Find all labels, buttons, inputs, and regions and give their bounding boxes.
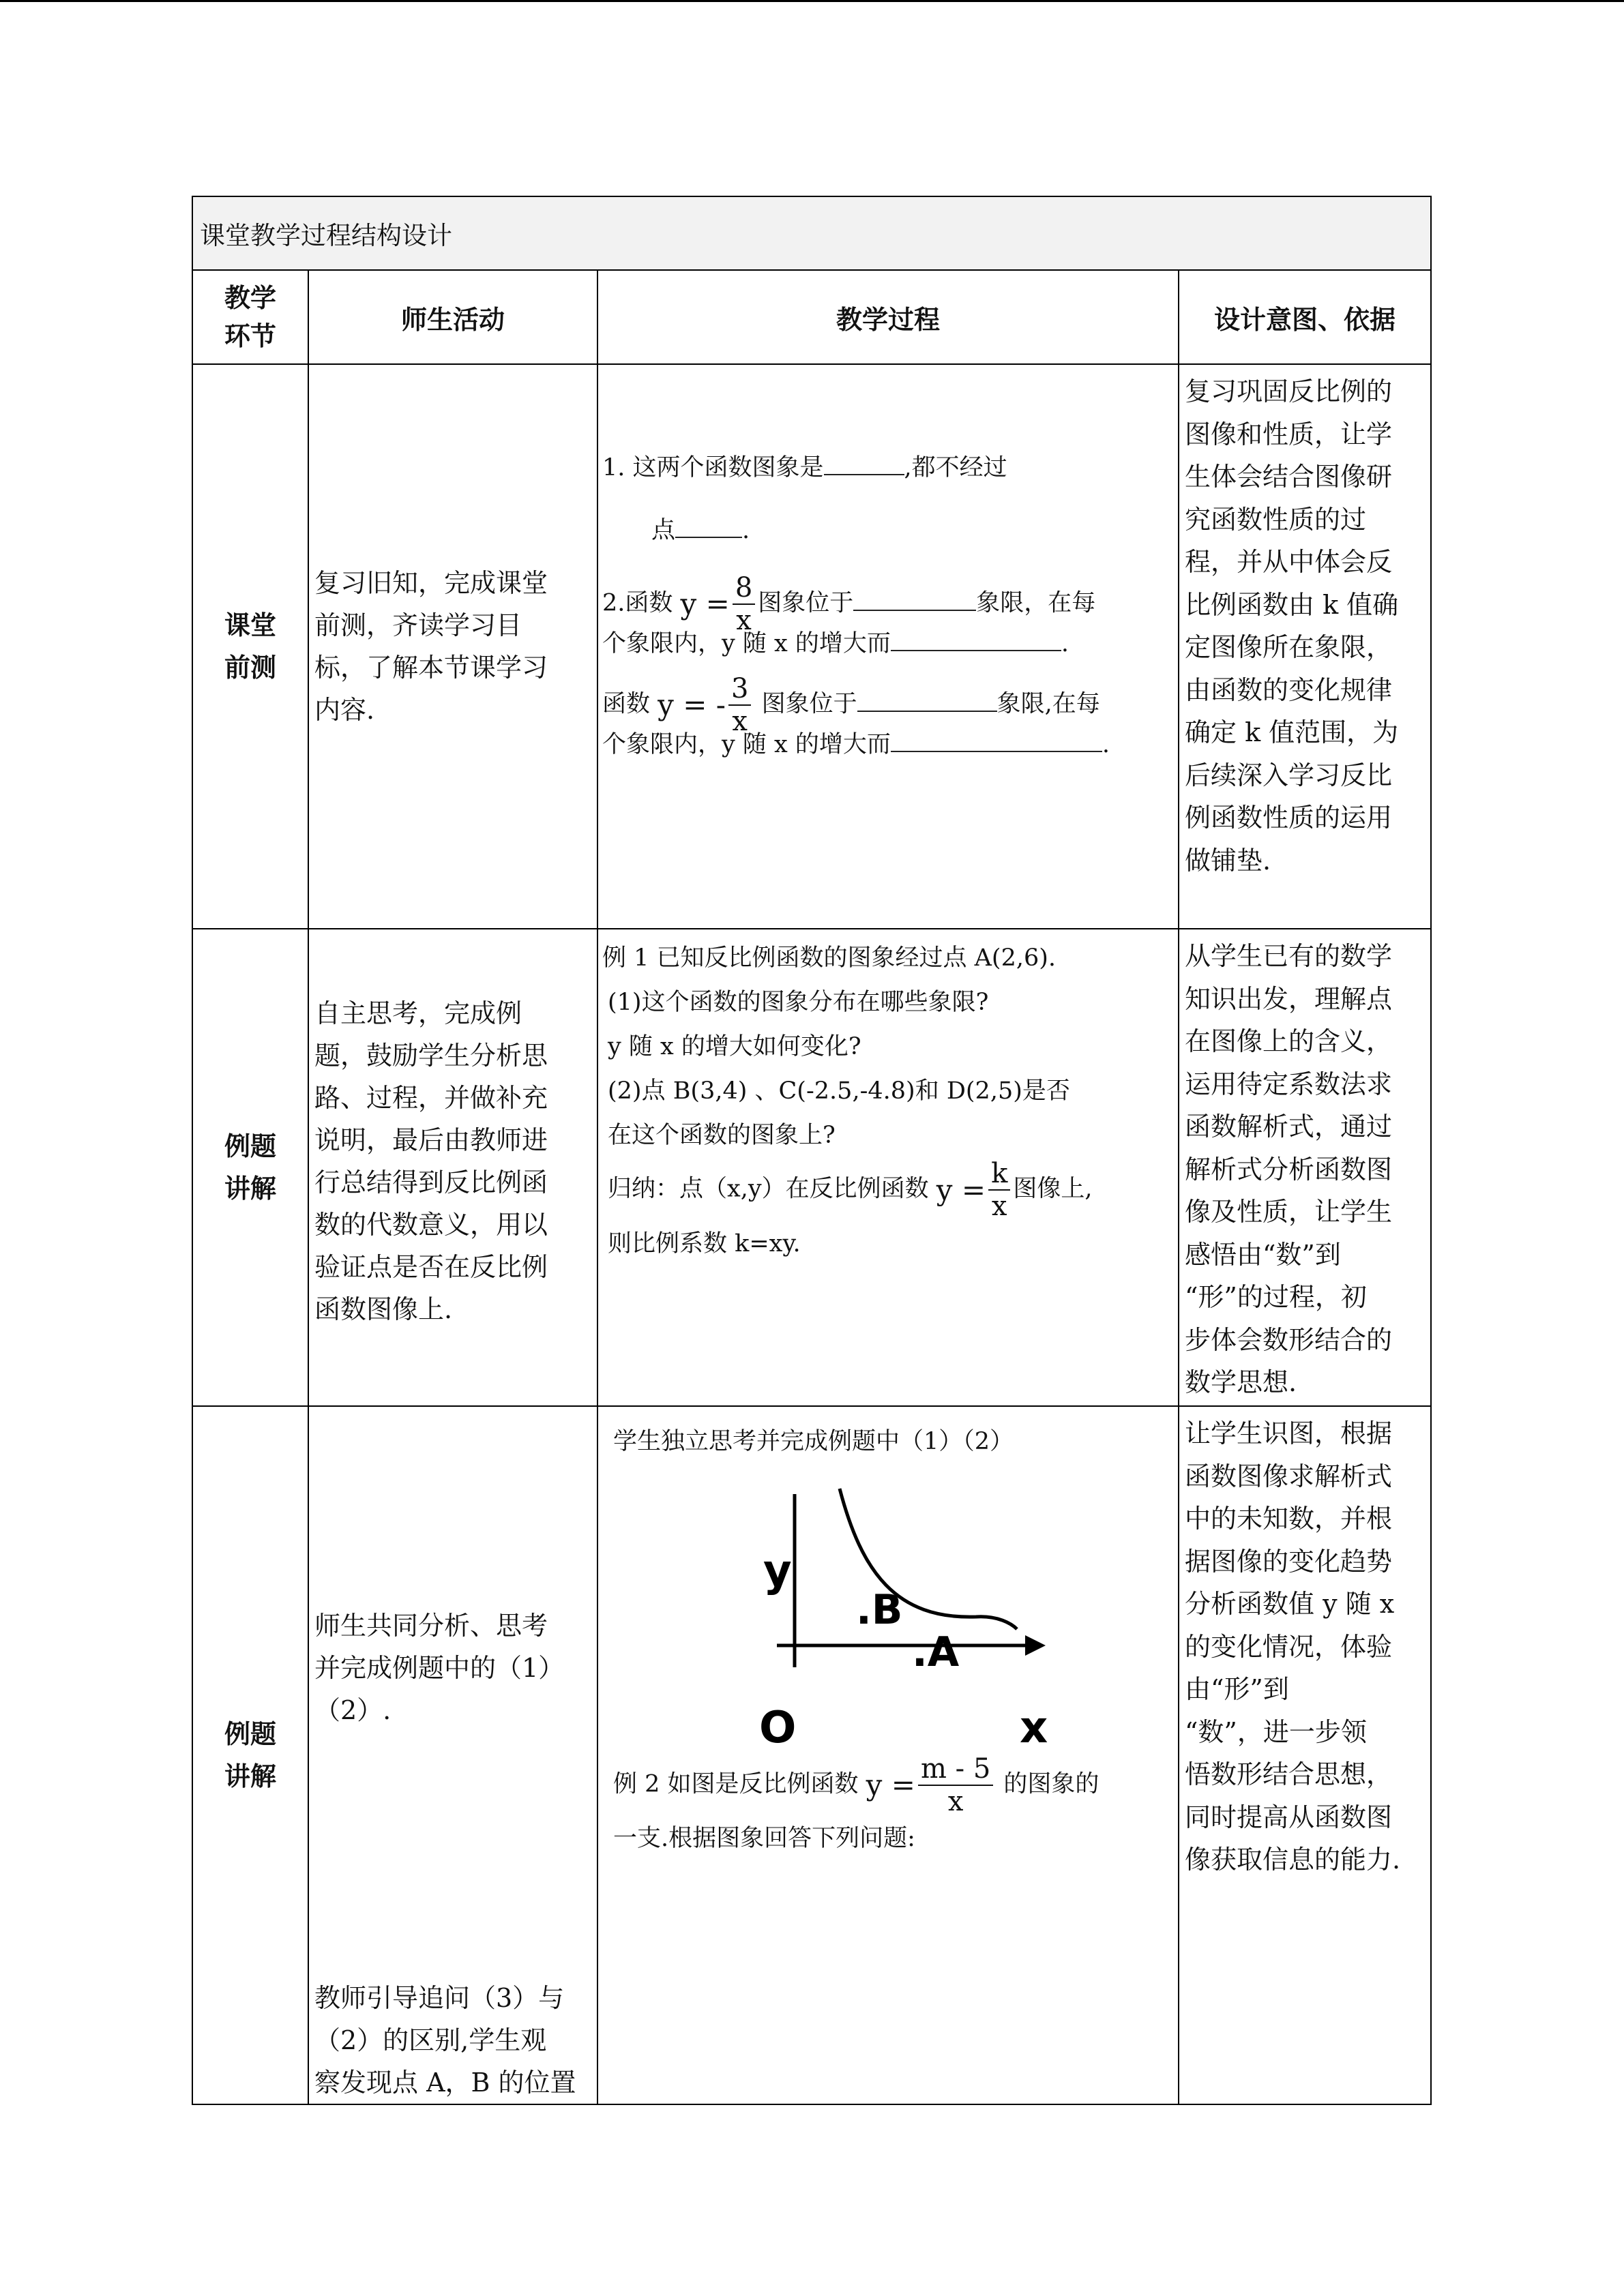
activity-example-1 [308,929,597,1406]
example-text: 例 1 已知反比例函数的图象经过点 A(2,6). [602,944,1057,972]
numerator: 8 [733,572,755,605]
denominator: x [736,605,752,636]
equation-lhs: y = - [658,688,726,721]
intent-line: 解析式分析函数图 [1185,1154,1393,1184]
activity-line: 行总结得到反比例函 [314,1167,548,1197]
q2-text: 2.函数 [602,589,673,617]
answer-blank [857,683,997,712]
question-2-cont [602,623,1174,665]
q3-text: 图象位于 [761,690,857,718]
example-text: 图像上, [1013,1175,1093,1203]
origin-label: O [759,1703,797,1749]
example-text: 例 2 如图是反比例函数 [613,1770,859,1798]
question-1 [602,372,1174,509]
intent-line: 函数解析式，通过 [1185,1112,1393,1142]
example-text: (1)这个函数的图象分布在哪些象限? [608,989,989,1016]
header-stage-line1: 教学 [224,283,276,313]
equation-lhs: y = [680,587,730,621]
activity-pretest [308,364,597,929]
x-axis-label: x [1020,1703,1048,1749]
intent-line: 感悟由“数”到 [1185,1239,1341,1270]
intent-line: 比例函数由 k 值确 [1185,589,1399,620]
intent-line: 从学生已有的数学 [1185,941,1393,971]
q2-text: 象限，在每 [976,589,1096,617]
page-top-border [0,0,1624,2]
answer-blank [675,509,742,538]
stage-example-2 [192,1406,308,2104]
q3-text: 象限,在每 [996,690,1100,718]
y-axis-label: y [763,1546,792,1596]
header-stage [192,270,308,364]
q1-text: 点 [651,517,676,544]
row-example-2 [192,1406,1431,2104]
intent-line: 在图像上的含义， [1185,1026,1393,1056]
inverse-function-graph [602,1463,1175,1749]
activity-line: 前测，齐读学习目 [314,610,522,640]
example-2-line [602,1753,1174,1817]
stage-example-line2: 讲解 [224,1761,276,1791]
intent-line: 运用待定系数法求 [1185,1069,1393,1099]
activity-line: 题，鼓励学生分析思 [314,1041,548,1071]
example-text: 学生独立思考并完成例题中（1）（2） [613,1428,1014,1455]
q3-text: 个象限内，y 随 x 的增大而 [602,731,891,758]
stage-pretest-line2: 前测 [224,653,276,683]
header-row [192,270,1431,364]
process-example-1 [597,929,1179,1406]
intent-pretest [1179,364,1431,929]
intent-line: 定图像所在象限， [1185,632,1393,662]
intent-line: “数”，进一步领 [1185,1716,1367,1747]
intent-line: 的变化情况，体验 [1185,1631,1393,1662]
activity-line: 内容. [314,695,375,725]
activity-line: 函数图像上. [314,1294,453,1324]
activity-line: 师生共同分析、思考 [314,1611,548,1641]
header-intent: 设计意图、依据 [1179,270,1431,364]
intent-line: 步体会数形结合的 [1185,1324,1393,1355]
process-pretest [597,364,1179,929]
answer-blank [853,582,976,611]
intent-line: 做铺垫. [1185,845,1271,876]
title-row [192,196,1431,270]
q2-text: . [1061,630,1069,657]
equation-lhs: y = [866,1768,915,1802]
numerator: m - 5 [918,1753,993,1786]
numerator: 3 [728,673,751,706]
row-pretest [192,364,1431,929]
point-b-label: .B [856,1586,903,1634]
fraction-k-over-x [988,1158,1010,1222]
activity-line: 察发现点 A，B 的位置 [314,2068,576,2098]
q1-text: 1. 这两个函数图象是 [602,454,824,481]
intent-line: 生体会结合图像研 [1185,462,1393,492]
example-text: 在这个函数的图象上? [608,1122,836,1149]
activity-line: 复习旧知，完成课堂 [314,568,548,598]
numerator: k [988,1158,1010,1191]
equation-lhs: y = [936,1173,986,1207]
row-example-1 [192,929,1431,1406]
intent-example-1 [1179,929,1431,1406]
intent-line: 由“形”到 [1185,1674,1289,1704]
header-stage-line2: 环节 [224,321,276,351]
intent-line: 据图像的变化趋势 [1185,1546,1393,1577]
intent-line: “形”的过程，初 [1185,1282,1367,1312]
q2-text: 个象限内，y 随 x 的增大而 [602,630,891,657]
answer-blank [891,724,1102,752]
activity-example-2 [308,1406,597,2104]
activity-line: （2）的区别,学生观 [314,2025,547,2055]
example-text: y 随 x 的增大如何变化? [608,1033,861,1060]
stage-example-1 [192,929,308,1406]
activity-line: 自主思考，完成例 [314,998,522,1028]
question-3 [602,673,1174,737]
activity-line: 标，了解本节课学习 [314,653,548,683]
activity-line: 数的代数意义，用以 [314,1210,548,1240]
stage-pretest-line1: 课堂 [224,610,276,640]
intent-line: 数学思想. [1185,1367,1297,1397]
intent-line: 知识出发，理解点 [1185,983,1393,1014]
summary-line [602,1158,1174,1222]
q1-text: ,都不经过 [904,454,1007,481]
intent-line: 像及性质，让学生 [1185,1197,1393,1227]
example-text: (2)点 B(3,4) 、C(-2.5,-4.8)和 D(2,5)是否 [608,1077,1070,1105]
intent-line: 让学生识图，根据 [1185,1418,1393,1448]
q2-text: 图象位于 [758,589,854,617]
lesson-structure-table [192,196,1432,2105]
intent-line: 例函数性质的运用 [1185,803,1393,833]
answer-blank [824,447,904,475]
intent-line: 复习巩固反比例的 [1185,376,1393,406]
intent-line: 中的未知数，并根 [1185,1504,1393,1534]
q1-text: . [742,517,750,544]
intent-line: 像获取信息的能力. [1185,1845,1401,1875]
intent-line: 后续深入学习反比 [1185,760,1393,790]
stage-example-line1: 例题 [224,1131,276,1161]
example-text: 归纳：点（x,y）在反比例函数 [608,1175,929,1203]
activity-line: 说明，最后由教师进 [314,1125,548,1155]
denominator: x [991,1191,1007,1222]
intent-line: 图像和性质，让学 [1185,419,1393,449]
example-text: 一支.根据图象回答下列问题: [613,1825,915,1852]
example-text: 则比例系数 k=xy. [608,1230,801,1257]
header-activity: 师生活动 [308,270,597,364]
intent-line: 由函数的变化规律 [1185,674,1393,705]
q3-text: . [1102,731,1110,758]
question-1-cont [602,509,1174,552]
example-text: 的图象的 [1003,1770,1099,1798]
activity-line: 并完成例题中的（1） [314,1653,565,1683]
point-a-label: .A [912,1628,960,1676]
intent-line: 程，并从中体会反 [1185,547,1393,577]
x-axis-arrow-icon [1025,1635,1046,1656]
question-2 [602,572,1174,636]
activity-line: 路、过程，并做补充 [314,1083,548,1113]
process-example-2 [597,1406,1179,2104]
table-title: 课堂教学过程结构设计 [192,196,1431,270]
intent-line: 函数图像求解析式 [1185,1461,1393,1491]
q3-text: 函数 [602,690,651,718]
intent-line: 究函数性质的过 [1185,504,1367,535]
intent-line: 悟数形结合思想， [1185,1759,1393,1789]
question-3-cont [602,724,1174,766]
fraction-m-minus-5-over-x [918,1753,993,1817]
stage-pretest [192,364,308,929]
stage-example-line2: 讲解 [224,1174,276,1204]
denominator: x [732,706,748,737]
intent-line: 分析函数值 y 随 x [1185,1589,1395,1619]
intent-example-2 [1179,1406,1431,2104]
denominator: x [947,1786,964,1817]
activity-spacer [314,1731,591,1977]
intent-line: 同时提高从函数图 [1185,1802,1393,1832]
stage-example-line1: 例题 [224,1719,276,1749]
header-process: 教学过程 [597,270,1179,364]
intent-line: 确定 k 值范围，为 [1185,717,1399,747]
activity-line: 验证点是否在反比例 [314,1252,548,1282]
activity-line: （2）. [314,1695,392,1725]
answer-blank [891,623,1061,651]
activity-line: 教师引导追问（3）与 [314,1983,565,2013]
